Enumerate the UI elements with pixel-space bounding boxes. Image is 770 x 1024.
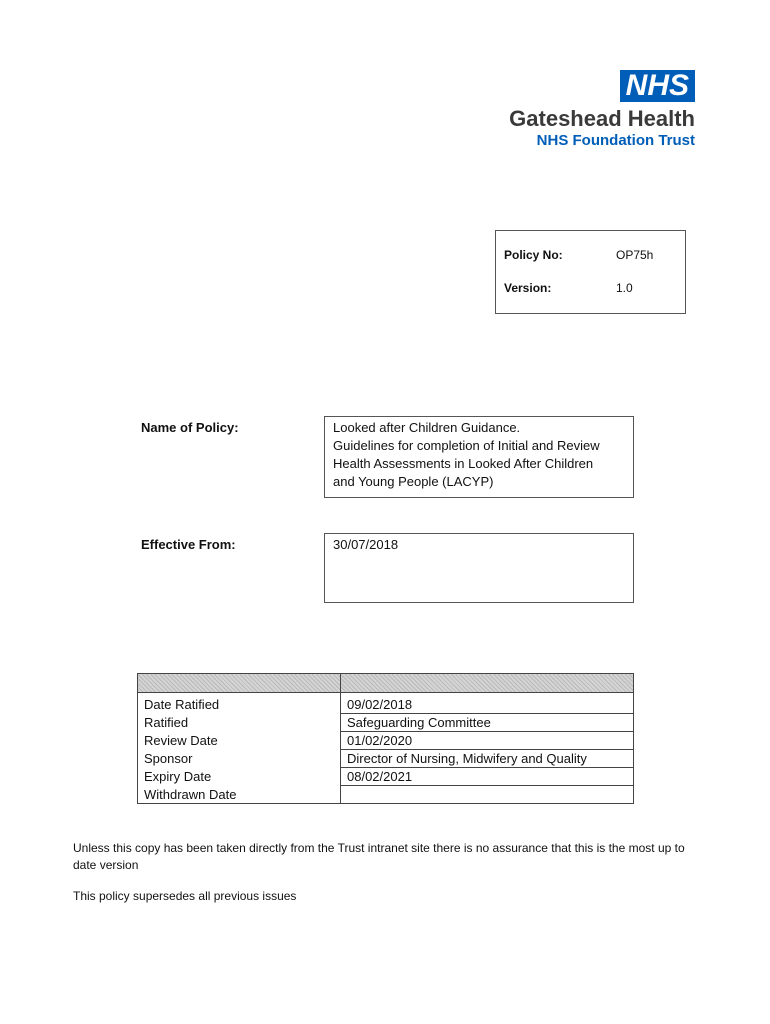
table-row	[138, 750, 634, 768]
table-row	[138, 693, 634, 714]
ratification-table	[137, 673, 634, 804]
policy-number-value: OP75h	[616, 248, 654, 262]
supersedes-notice: This policy supersedes all previous issues	[73, 889, 297, 903]
row-label: Expiry Date	[138, 768, 341, 786]
org-name: Gateshead Health	[509, 106, 695, 131]
table-header-row	[138, 674, 634, 693]
table-row	[138, 714, 634, 732]
effective-from-value: 30/07/2018	[333, 537, 399, 552]
table-header-cell	[138, 674, 341, 693]
row-value: 08/02/2021	[341, 768, 634, 786]
table-header-cell	[341, 674, 634, 693]
policy-name-line: Looked after Children Guidance.	[333, 420, 521, 435]
row-label: Review Date	[138, 732, 341, 750]
policy-name-line: Guidelines for completion of Initial and Review	[333, 438, 600, 453]
row-value: Safeguarding Committee	[341, 714, 634, 732]
intranet-notice: Unless this copy has been taken directly from the Trust intranet site there is no assurance that this is the most up to date version	[73, 841, 685, 872]
row-value: Director of Nursing, Midwifery and Quality	[341, 750, 634, 768]
policy-meta-box	[495, 230, 686, 314]
row-label: Withdrawn Date	[138, 786, 341, 804]
table-row	[138, 732, 634, 750]
row-label: Ratified	[138, 714, 341, 732]
policy-name-line: and Young People (LACYP)	[333, 474, 494, 489]
version-value: 1.0	[616, 281, 633, 295]
row-value	[341, 786, 634, 804]
row-value: 01/02/2020	[341, 732, 634, 750]
nhs-logo-mark: NHS	[620, 70, 695, 102]
policy-number-label: Policy No:	[504, 248, 563, 262]
org-subtitle: NHS Foundation Trust	[536, 132, 695, 149]
policy-name-line: Health Assessments in Looked After Children	[333, 456, 594, 471]
row-value: 09/02/2018	[341, 693, 634, 714]
table-row	[138, 768, 634, 786]
row-label: Date Ratified	[138, 693, 341, 714]
version-label: Version:	[504, 281, 552, 295]
policy-name-box	[324, 416, 634, 498]
nhs-logo	[509, 70, 695, 150]
row-label: Sponsor	[138, 750, 341, 768]
table-row	[138, 786, 634, 804]
policy-name-label: Name of Policy:	[141, 420, 239, 435]
effective-from-box	[324, 533, 634, 603]
effective-from-label: Effective From:	[141, 537, 236, 552]
